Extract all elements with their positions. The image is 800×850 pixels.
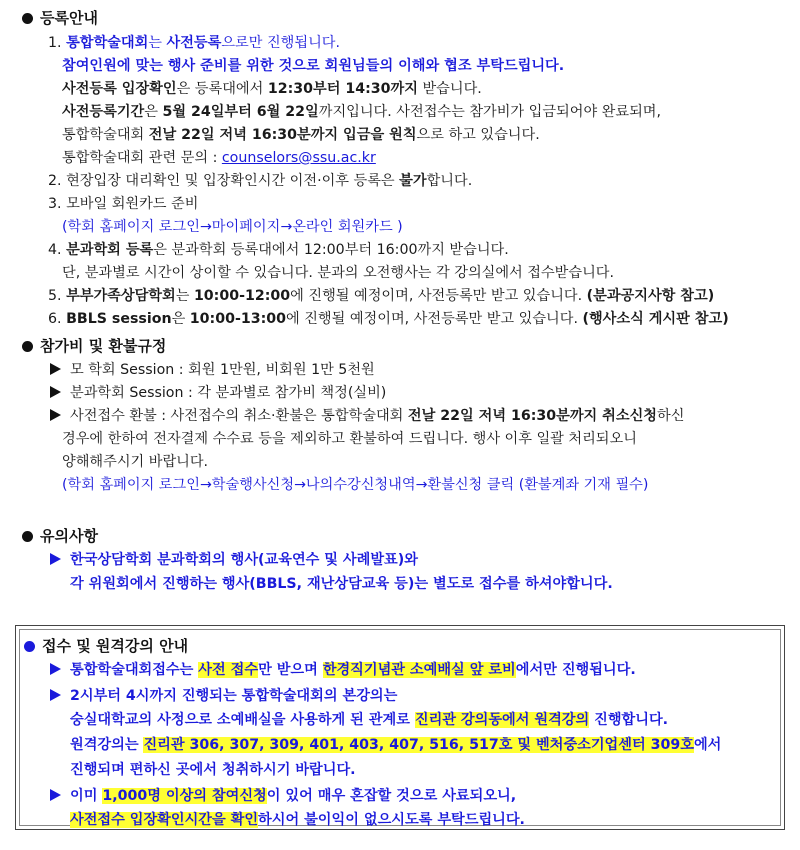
registration-item-4-note: 단, 분과별로 시간이 상이할 수 있습니다. 분과의 오전행사는 각 강의실에서 접수받습니다. xyxy=(62,265,615,281)
notice-lecture-rooms: 원격강의는 진리관 306, 307, 309, 401, 403, 407, 516, 517호 및 벤처중소기업센터 309호에서 xyxy=(70,737,722,753)
registration-item-1-checkin: 사전등록 입장확인은 등록대에서 12:30부터 14:30까지 받습니다. xyxy=(62,81,482,97)
notice-heading: 접수 및 원격강의 안내 xyxy=(24,636,188,656)
cautions-item-cont: 각 위원회에서 진행하는 행사(BBLS, 재난상담교육 등)는 별도로 접수를 하셔야합니다. xyxy=(70,576,613,592)
fees-heading: 참가비 및 환불규정 xyxy=(22,336,166,356)
contact-email-link[interactable]: counselors@ssu.ac.kr xyxy=(221,150,376,166)
registration-item-5: 5. 부부가족상담학회는 10:00-12:00에 진행될 예정이며, 사전등록만 받고 있습니다. (분과공지사항 참고) xyxy=(48,288,715,304)
notice-item-crowd: 이미 1,000명 이상의 참여신청이 있어 매우 혼잡할 것으로 사료되오니, xyxy=(50,786,516,806)
registration-item-1-deadline: 통합학술대회 전날 22일 저녁 16:30분까지 입금을 원칙으로 하고 있습니다. xyxy=(62,127,540,143)
fees-refund-cont-2: 양해해주시기 바랍니다. xyxy=(62,454,209,470)
fees-refund-cont-1: 경우에 한하여 전자결제 수수료 등을 제외하고 환불하여 드립니다. 행사 이후 일괄 처리되오니 xyxy=(62,431,637,447)
fees-refund-path: (학회 홈페이지 로그인→학술행사신청→나의수강신청내역→환불신청 클릭 (환불계좌 기재 필수) xyxy=(62,477,649,493)
registration-item-1-period: 사전등록기간은 5월 24일부터 6월 22일까지입니다. 사전접수는 참가비가 입금되어야 완료되며, xyxy=(62,104,662,120)
bullet-icon xyxy=(22,341,33,352)
notice-item-reception: 통합학술대회접수는 사전 접수만 받으며 한경직기념관 소예배실 앞 로비에서만 진행됩니다. xyxy=(50,660,636,680)
registration-item-3: 3. 모바일 회원카드 준비 xyxy=(48,196,199,212)
registration-heading: 등록안내 xyxy=(22,8,98,28)
notice-lecture-listen: 진행되며 편하신 곳에서 청취하시기 바랍니다. xyxy=(70,762,356,778)
cautions-item: 한국상담학회 분과학회의 행사(교육연수 및 사례발표)와 xyxy=(50,550,418,570)
cautions-heading: 유의사항 xyxy=(22,526,98,546)
triangle-bullet-icon xyxy=(50,553,61,565)
registration-item-1: 1. 통합학술대회는 사전등록으로만 진행됩니다. xyxy=(48,35,341,51)
bullet-icon xyxy=(24,641,35,652)
triangle-bullet-icon xyxy=(50,386,61,398)
notice-item-lecture: 2시부터 4시까지 진행되는 통합학술대회의 본강의는 xyxy=(50,686,397,706)
registration-item-6: 6. BBLS session은 10:00-13:00에 진행될 예정이며, 사전등록만 받고 있습니다. (행사소식 게시판 참고) xyxy=(48,311,729,327)
fees-item-main-session: 모 학회 Session : 회원 1만원, 비회원 1만 5천원 xyxy=(50,360,375,380)
triangle-bullet-icon xyxy=(50,363,61,375)
registration-item-3-path: (학회 홈페이지 로그인→마이페이지→온라인 회원카드 ) xyxy=(62,219,403,235)
registration-item-2: 2. 현장입장 대리확인 및 입장확인시간 이전·이후 등록은 불가합니다. xyxy=(48,173,473,189)
bullet-icon xyxy=(22,531,33,542)
triangle-bullet-icon xyxy=(50,409,61,421)
registration-item-1-contact: 통합학술대회 관련 문의 : counselors@ssu.ac.kr xyxy=(62,150,376,166)
bullet-icon xyxy=(22,13,33,24)
fees-item-division-session: 분과학회 Session : 각 분과별로 참가비 책정(실비) xyxy=(50,383,386,403)
triangle-bullet-icon xyxy=(50,789,61,801)
notice-crowd-check: 사전접수 입장확인시간을 확인하시어 불이익이 없으시도록 부탁드립니다. xyxy=(70,812,525,828)
registration-item-4: 4. 분과학회 등록은 분과학회 등록대에서 12:00부터 16:00까지 받습니다. xyxy=(48,242,509,258)
fees-item-refund: 사전접수 환불 : 사전접수의 취소·환불은 통합학술대회 전날 22일 저녁 16:30분까지 취소신청하신 xyxy=(50,406,684,426)
notice-lecture-reason: 숭실대학교의 사정으로 소예배실을 사용하게 된 관계로 진리관 강의동에서 원격강의 진행합니다. xyxy=(70,712,669,728)
registration-item-1-note: 참여인원에 맞는 행사 준비를 위한 것으로 회원님들의 이해와 협조 부탁드립니다. xyxy=(62,58,565,74)
triangle-bullet-icon xyxy=(50,663,61,675)
triangle-bullet-icon xyxy=(50,689,61,701)
